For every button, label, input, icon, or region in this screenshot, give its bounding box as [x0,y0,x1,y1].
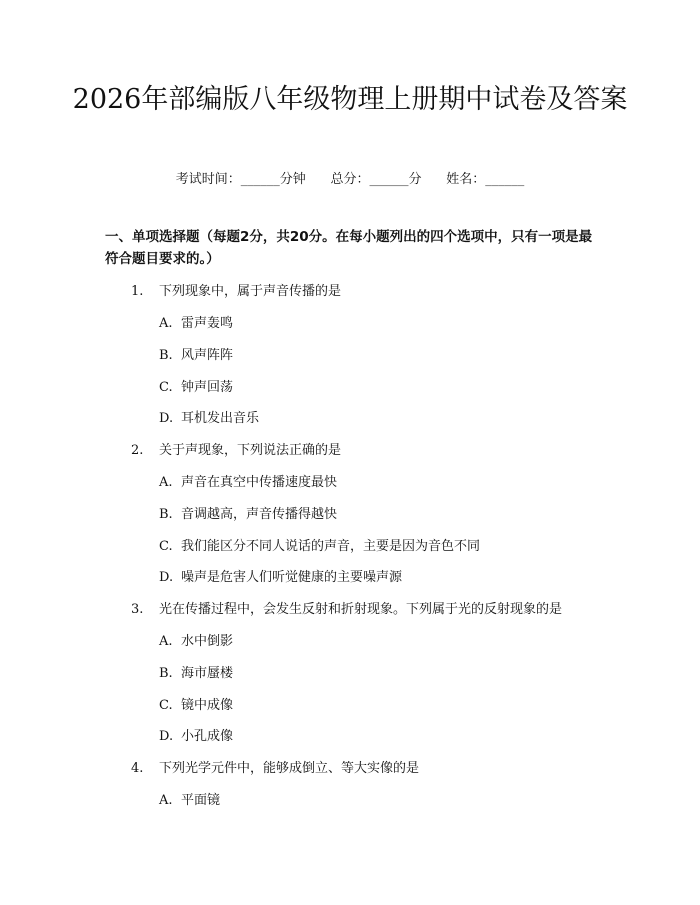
section-heading: 一、单项选择题（每题2分，共20分。在每小题列出的四个选项中，只有一项是最符合题目要求的。） [105,229,593,267]
question-number: 4. [131,761,144,776]
option [159,728,233,746]
option [159,474,337,492]
option-text: 我们能区分不同人说话的声音，主要是因为音色不同 [181,539,481,554]
option-letter: A. [159,316,173,331]
option-letter: B. [159,666,173,681]
question-text: 下列光学元件中，能够成倒立、等大实像的是 [159,761,420,776]
option-text: 雷声轰鸣 [181,316,234,331]
option-text: 小孔成像 [181,729,234,744]
option [159,506,337,524]
question-text: 下列现象中，属于声音传播的是 [159,284,342,299]
option [159,665,233,683]
option-text: 钟声回荡 [181,380,234,395]
option-letter: A. [159,793,173,808]
option-letter: C. [159,539,173,554]
option-letter: D. [159,729,174,744]
option [159,697,233,715]
option-text: 镜中成像 [181,698,234,713]
question-text: 光在传播过程中，会发生反射和折射现象。下列属于光的反射现象的是 [159,602,563,617]
question [131,601,562,619]
option-text: 海市蜃楼 [181,666,234,681]
option [159,792,220,810]
option-text: 风声阵阵 [181,348,234,363]
question-number: 3. [131,602,144,617]
option-letter: A. [159,634,173,649]
option-text: 平面镜 [181,793,221,808]
option [159,633,233,651]
option [159,379,233,397]
option-letter: C. [159,698,173,713]
option [159,315,233,333]
option [159,569,402,587]
option-letter: C. [159,380,173,395]
question [131,442,341,460]
option-text: 水中倒影 [181,634,234,649]
option-letter: B. [159,507,173,522]
option [159,347,233,365]
exam-info-line: 考试时间：______分钟 总分：______分 姓名：______ [175,172,525,187]
option-text: 噪声是危害人们听觉健康的主要噪声源 [181,570,403,585]
question-number: 1. [131,284,144,299]
question-number: 2. [131,443,144,458]
option-letter: D. [159,411,174,426]
option [159,410,259,428]
question-text: 关于声现象，下列说法正确的是 [159,443,342,458]
question [131,283,341,301]
option-letter: B. [159,348,173,363]
option-text: 音调越高，声音传播得越快 [181,507,338,522]
question [131,760,419,778]
page-title: 2026年部编版八年级物理上册期中试卷及答案 [72,84,628,115]
option-letter: D. [159,570,174,585]
option-text: 声音在真空中传播速度最快 [181,475,338,490]
option-text: 耳机发出音乐 [181,411,260,426]
option-letter: A. [159,475,173,490]
option [159,538,480,556]
